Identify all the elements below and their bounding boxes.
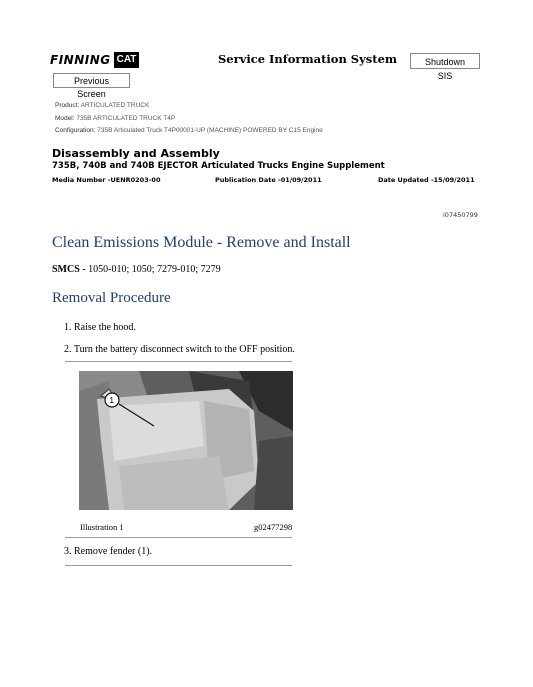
finning-cat-logo (50, 51, 139, 69)
publication-date: Publication Date -01/09/2011 (215, 176, 322, 184)
media-number: Media Number -UENR0203-00 (52, 176, 161, 184)
product-line (55, 102, 149, 109)
step-item: 2. Turn the battery disconnect switch to the OFF position. (64, 344, 295, 355)
illustration-number: g02477298 (254, 522, 293, 532)
previous-screen-button[interactable]: Previous Screen (53, 73, 130, 88)
divider (65, 361, 292, 362)
document-id: i07450799 (443, 211, 478, 219)
callout-label: 1 (109, 396, 114, 405)
illustration-caption: Illustration 1 (80, 522, 124, 532)
model-line (55, 115, 175, 122)
configuration-label: Configuration: (55, 127, 96, 134)
configuration-line (55, 127, 323, 134)
configuration-value: 735B Articulated Truck T4P00001-UP (MACHINE) POWERED BY C15 Engine (97, 127, 323, 134)
document-subtitle: 735B, 740B and 740B EJECTOR Articulated Trucks Engine Supplement (52, 161, 385, 171)
model-label: Model: (55, 115, 75, 122)
page-title: Clean Emissions Module - Remove and Install (52, 234, 351, 251)
model-value: 735B ARTICULATED TRUCK T4P (76, 115, 176, 122)
document-title: Disassembly and Assembly (52, 147, 220, 160)
product-value: ARTICULATED TRUCK (80, 102, 150, 109)
illustration-image (79, 371, 293, 510)
step-item: 3. Remove fender (1). (64, 546, 153, 557)
step-item: 1. Raise the hood. (64, 322, 136, 333)
system-title: Service Information System (218, 52, 398, 66)
product-label: Product: (55, 102, 80, 109)
smcs-line (52, 264, 221, 275)
cat-logo-badge: CAT (114, 52, 140, 68)
finning-logo-text: FINNING (50, 53, 111, 67)
section-heading: Removal Procedure (52, 290, 171, 306)
divider (65, 537, 292, 538)
divider (65, 565, 292, 566)
shutdown-sis-button[interactable]: Shutdown SIS (410, 53, 480, 69)
smcs-value: 1050-010; 1050; 7279-010; 7279 (88, 264, 221, 275)
date-updated: Date Updated -15/09/2011 (378, 176, 475, 184)
smcs-label: SMCS - (52, 264, 86, 275)
